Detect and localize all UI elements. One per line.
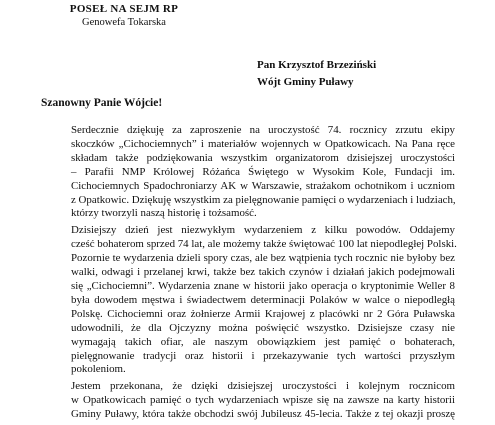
paragraph-line: – Parafii NMP Królowej Różańca Świętego w Wysokim Kole, Fundacji im. bbox=[71, 165, 455, 178]
sender-block bbox=[66, 3, 182, 29]
paragraph-line: Pozornie te wydarzenia dzieli spory czas, ale bez wątpienia tych rocznic nie byłoby bez bbox=[71, 252, 455, 265]
paragraph-line: się „Cichociemni”. Wydarzenia znane w historii jako operacja o kryptonimie Weller 8 bbox=[71, 279, 455, 292]
sender-name: Genowefa Tokarska bbox=[82, 17, 166, 28]
paragraph-line: wymagają takich ofiar, ale naszym obowiązkiem jest pamięć o bohaterach, bbox=[71, 335, 455, 348]
paragraph-line: Jestem przekonana, że dzięki dzisiejszej uroczystości i kolejnym rocznicom bbox=[71, 380, 455, 393]
recipient-position: Wójt Gminy Puławy bbox=[257, 76, 354, 88]
paragraph-line: składam także podziękowania wszystkim organizatorom dzisiejszej uroczystości bbox=[71, 151, 455, 164]
paragraph-line: Dzisiejszy dzień jest niezwykłym wydarzeniem z kilku powodów. Oddajemy bbox=[71, 224, 455, 237]
paragraph-line: Gminy Puławy, która także obchodzi swój Jubileusz 45-lecia. Także z tej okazji proszę bbox=[71, 408, 455, 421]
paragraph-line: w Opatkowicach pamięć o tych wydarzeniach wpisze się na zawsze na karty historii bbox=[71, 394, 455, 407]
recipient-name: Pan Krzysztof Brzeziński bbox=[257, 59, 377, 71]
paragraph-line: Cichociemnych Spadochroniarzy AK w Warszawie, strażakom ochotnikom i uczniom bbox=[71, 179, 455, 192]
paragraph-line: walki, odwagi i przelanej krwi, także bez takich czynów i działań jakich podejmowali bbox=[71, 266, 455, 279]
sender-title: POSEŁ NA SEJM RP bbox=[69, 3, 179, 15]
paragraph-line: pokoleniom. bbox=[71, 363, 126, 376]
paragraph-line: była dowodem męstwa i świadectwem determinacji Polaków w walce o niepodległą bbox=[71, 293, 455, 306]
paragraph-line: udowodnili, że dla Ojczyzny można poświęcić wszystko. Dzisiejsze czasy nie bbox=[71, 321, 455, 334]
paragraph-line: Serdecznie dziękuję za zaproszenie na uroczystość 74. rocznicy zrzutu ekipy bbox=[71, 124, 455, 136]
letter-body bbox=[41, 124, 455, 425]
paragraph-line: którzy tworzyli naszą historię i tożsamość. bbox=[71, 207, 257, 220]
paragraph-line: cześć bohaterom sprzed 74 lat, ale możemy także świętować 100 lat niepodległej Polski. bbox=[71, 238, 457, 251]
salutation: Szanowny Panie Wójcie! bbox=[41, 97, 163, 109]
paragraph-line: z Opatkowic. Dziękuję wszystkim za pielęgnowanie pamięci o wydarzeniach i ludziach, bbox=[71, 193, 456, 206]
paragraph-line: pielęgnowanie tradycji oraz historii i przekazywanie tych wartości przyszłym bbox=[71, 349, 455, 362]
body-paragraph bbox=[41, 124, 455, 221]
body-paragraph bbox=[41, 224, 455, 377]
recipient-block bbox=[257, 57, 376, 91]
body-paragraph bbox=[41, 380, 455, 422]
paragraph-line: Polskę. Cichociemni oraz żołnierze Armii Krajowej z placówki nr 2 Góra Puławska bbox=[71, 307, 455, 320]
paragraph-line: skoczków „Cichociemnych” i materiałów wojennych w Opatkowicach. Na Pana ręce bbox=[71, 137, 455, 150]
